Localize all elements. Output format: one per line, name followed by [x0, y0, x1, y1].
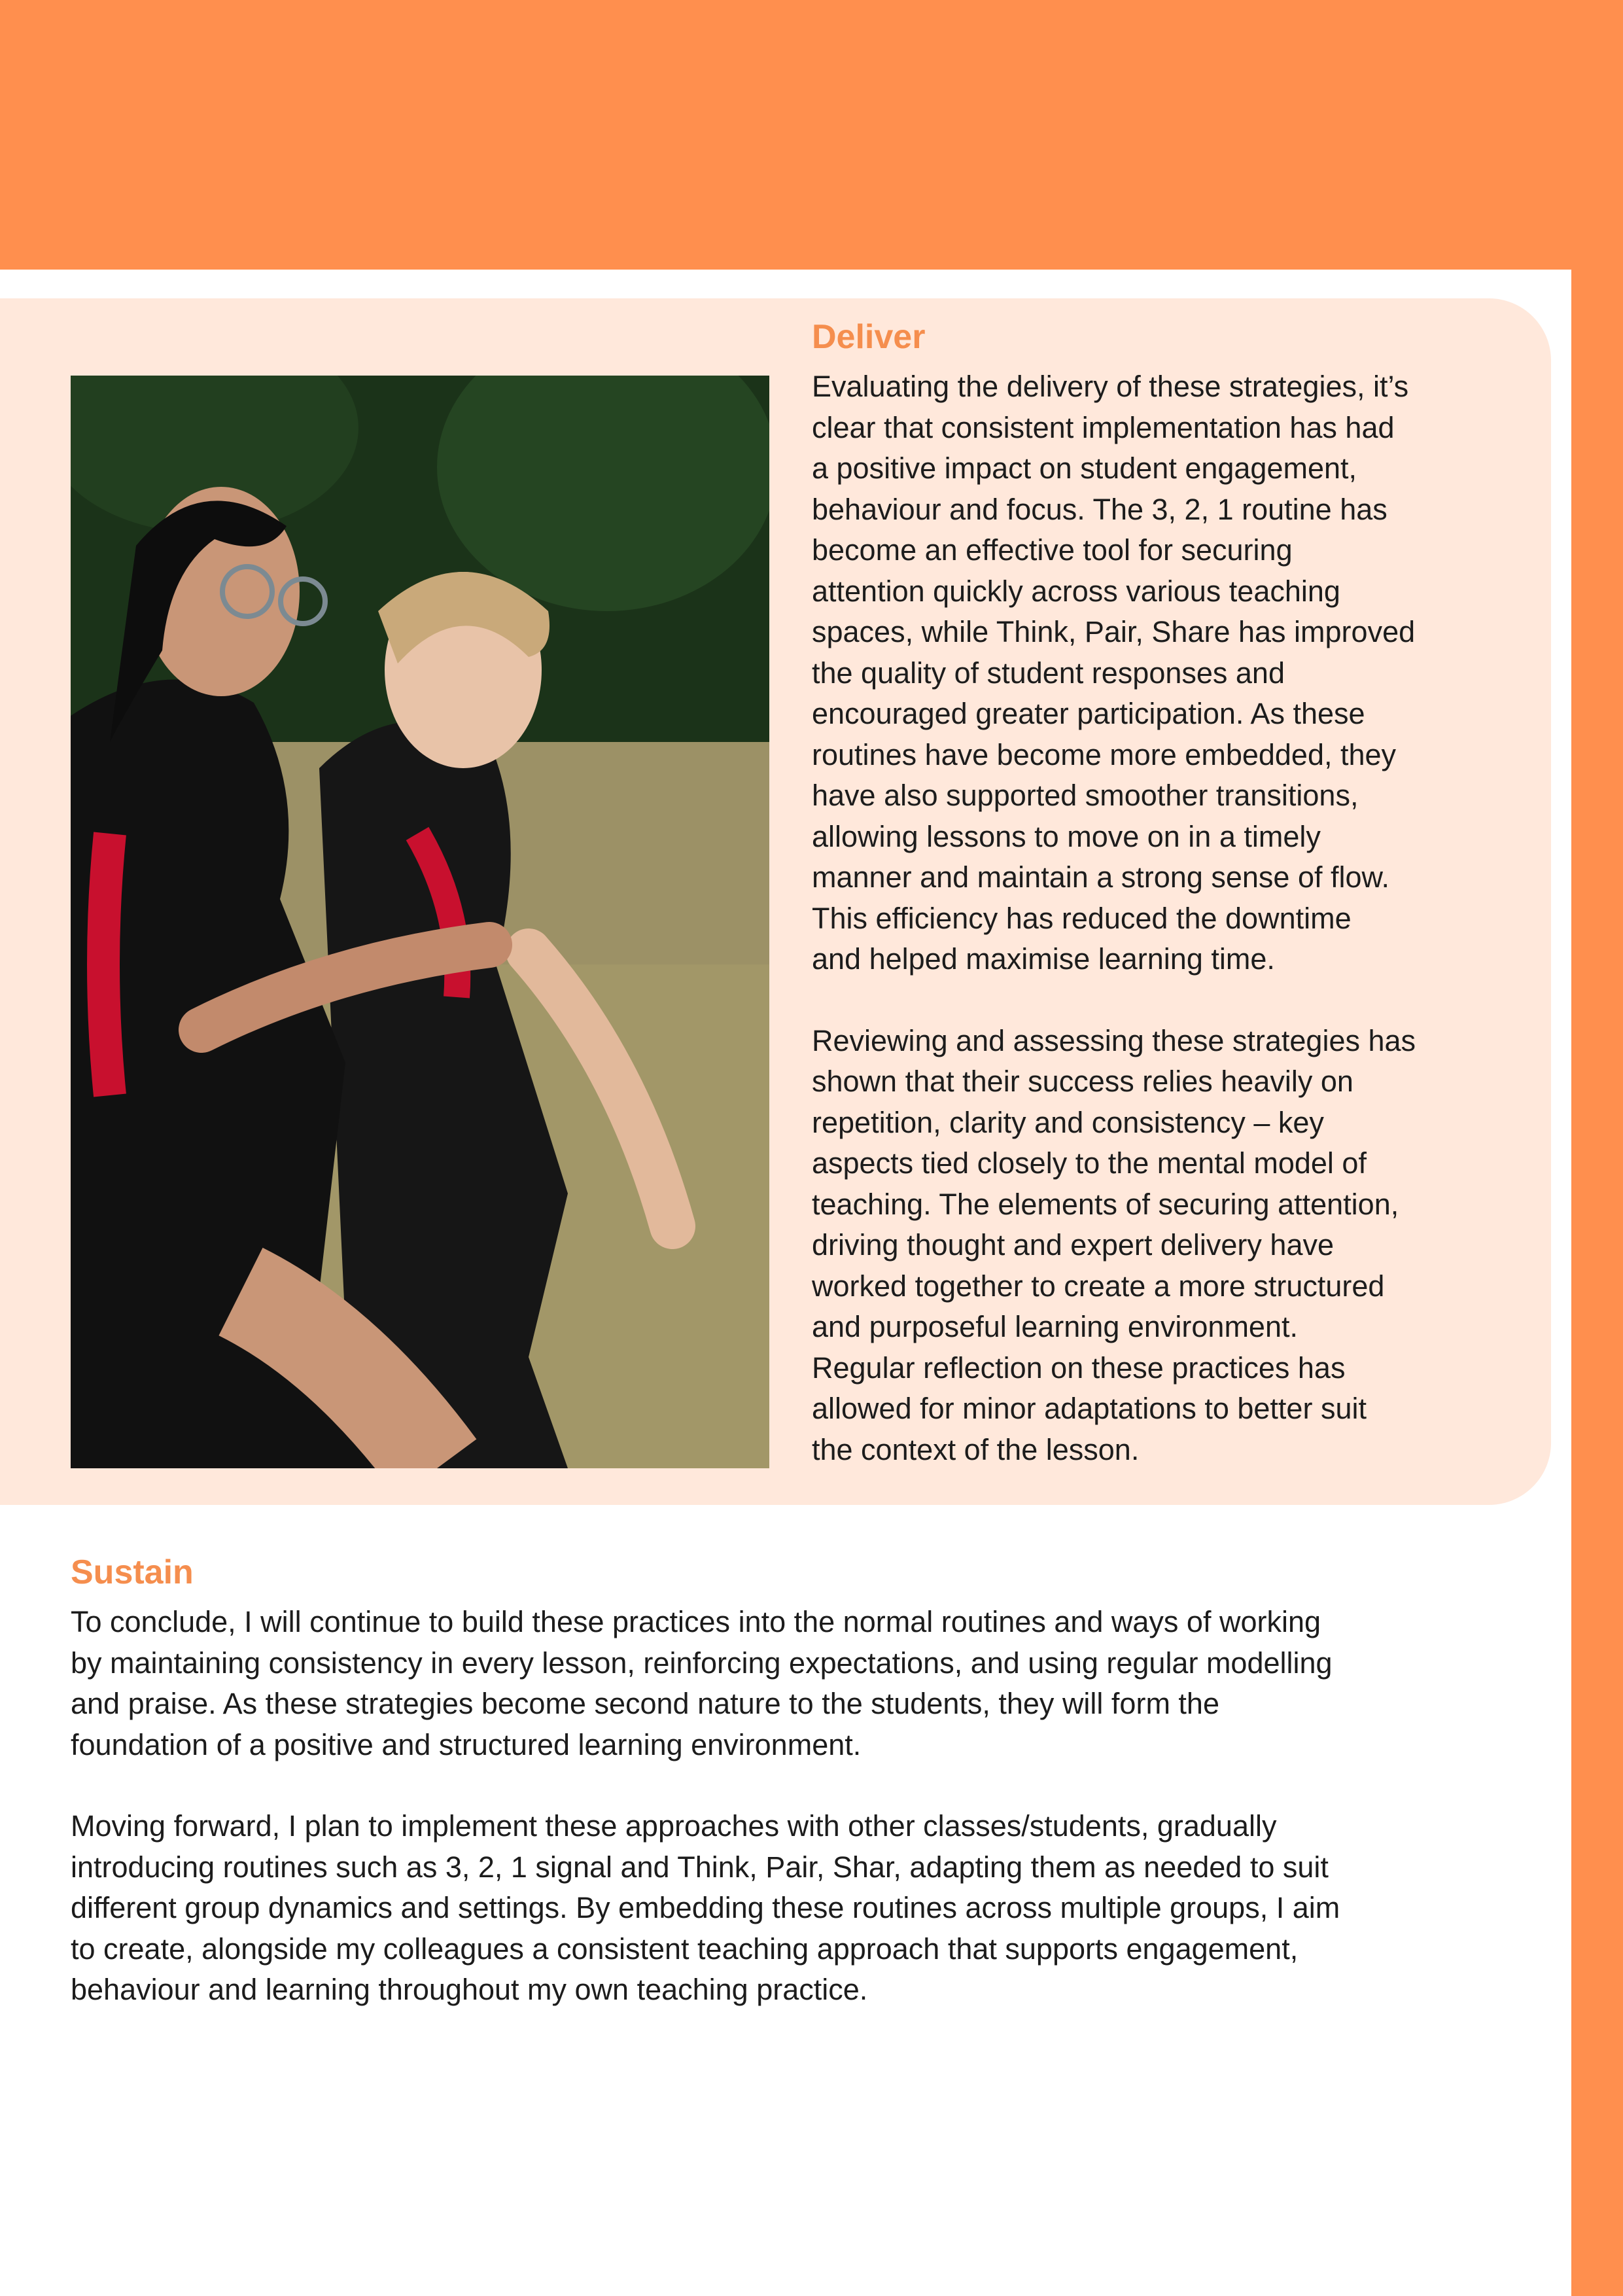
sustain-body	[71, 1602, 1562, 2051]
right-edge-band	[1571, 0, 1623, 2296]
deliver-paragraph: Reviewing and assessing these strategies has shown that their success relies heavily on repetition, clarity and consistency – key aspects tied closely to the mental model of teaching. The elements of securing attention, driving thought and expert delivery have worked together to create a more structured and purposeful learning environment. Regular reflection on these practices has allowed for minor adaptations to better suit the context of the lesson.	[812, 1023, 1416, 1466]
header-band	[0, 0, 1623, 270]
sustain-heading: Sustain	[71, 1553, 194, 1591]
students-running-photo	[71, 376, 769, 1468]
deliver-paragraph: Evaluating the delivery of these strategies, it’s clear that consistent implementation has had a positive impact on student engagement, behaviour and focus. The 3, 2, 1 routine has become an effective tool for securing attention quickly across various teaching spaces, while Think, Pair, Share has improved the quality of student responses and encouraged greater participation. As these routines have become more embedded, they have also supported smoother transitions, allowing lessons to move on in a timely manner and maintain a strong sense of flow. This efficiency has reduced the downtime and helped maximise learning time.	[812, 370, 1416, 976]
sustain-paragraph: To conclude, I will continue to build these practices into the normal routines and ways of working by maintaining consistency in every lesson, reinforcing expectations, and using regular modelling and praise. As these strategies become second nature to the students, they will form the foundation of a positive and structured learning environment.	[71, 1605, 1333, 1761]
deliver-heading: Deliver	[812, 318, 926, 356]
sustain-paragraph: Moving forward, I plan to implement these approaches with other classes/students, gradually introducing routines such as 3, 2, 1 signal and Think, Pair, Shar, adapting them as needed to suit different group dynamics and settings. By embedding these routines across multiple groups, I aim to create, alongside my colleagues a consistent teaching approach that supports engagement, behaviour and learning throughout my own teaching practice.	[71, 1809, 1340, 2006]
deliver-body	[812, 366, 1531, 1511]
